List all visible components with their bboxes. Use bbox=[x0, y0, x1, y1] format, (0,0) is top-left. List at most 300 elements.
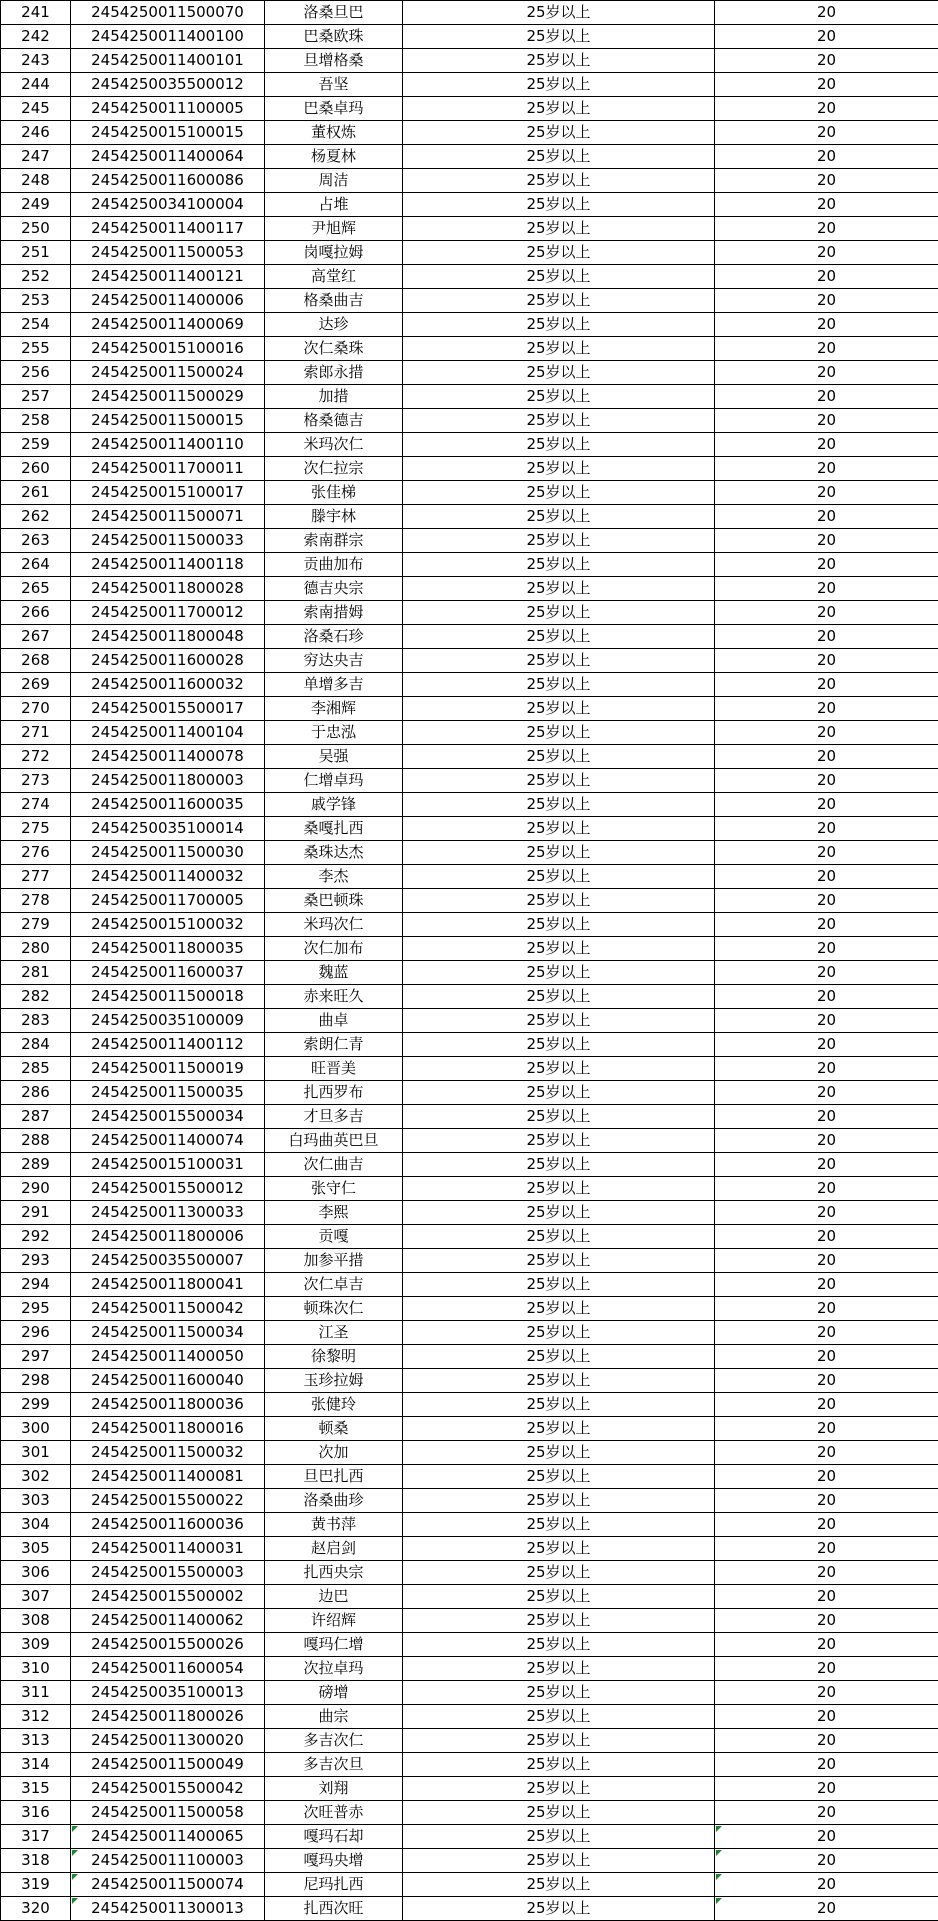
name-cell: 桑珠达杰 bbox=[265, 841, 403, 865]
name-cell: 赵启剑 bbox=[265, 1537, 403, 1561]
name-cell: 徐黎明 bbox=[265, 1345, 403, 1369]
row-number-cell: 297 bbox=[1, 1345, 71, 1369]
score-cell: 20 bbox=[715, 169, 938, 193]
table-row bbox=[1, 1393, 938, 1417]
candidate-id-cell: 2454250015500003 bbox=[71, 1561, 265, 1585]
name-cell: 达珍 bbox=[265, 313, 403, 337]
score-cell: 20 bbox=[715, 1369, 938, 1393]
table-row bbox=[1, 1633, 938, 1657]
score-cell: 20 bbox=[715, 1753, 938, 1777]
score-cell: 20 bbox=[715, 1153, 938, 1177]
table-row bbox=[1, 1849, 938, 1873]
age-group-cell: 25岁以上 bbox=[403, 1849, 715, 1873]
row-number-cell: 246 bbox=[1, 121, 71, 145]
candidate-id-cell: 2454250011800026 bbox=[71, 1705, 265, 1729]
name-cell: 玉珍拉姆 bbox=[265, 1369, 403, 1393]
age-group-cell: 25岁以上 bbox=[403, 1273, 715, 1297]
age-group-cell: 25岁以上 bbox=[403, 1441, 715, 1465]
name-cell: 曲宗 bbox=[265, 1705, 403, 1729]
row-number-cell: 304 bbox=[1, 1513, 71, 1537]
age-group-cell: 25岁以上 bbox=[403, 865, 715, 889]
candidate-id-cell: 2454250011800028 bbox=[71, 577, 265, 601]
candidate-id-cell: 2454250015500017 bbox=[71, 697, 265, 721]
age-group-cell: 25岁以上 bbox=[403, 1393, 715, 1417]
name-cell: 才旦多吉 bbox=[265, 1105, 403, 1129]
age-group-cell: 25岁以上 bbox=[403, 937, 715, 961]
table-row bbox=[1, 1, 938, 25]
table-row bbox=[1, 1345, 938, 1369]
age-group-cell: 25岁以上 bbox=[403, 1561, 715, 1585]
table-row bbox=[1, 97, 938, 121]
candidate-id-cell: 2454250011700011 bbox=[71, 457, 265, 481]
table-row bbox=[1, 409, 938, 433]
score-cell: 20 bbox=[715, 1777, 938, 1801]
age-group-cell: 25岁以上 bbox=[403, 745, 715, 769]
table-row bbox=[1, 1705, 938, 1729]
candidate-id-cell: 2454250011600035 bbox=[71, 793, 265, 817]
candidate-id-cell: 2454250011600037 bbox=[71, 961, 265, 985]
candidate-id-cell: 2454250015100017 bbox=[71, 481, 265, 505]
row-number-cell: 317 bbox=[1, 1825, 71, 1849]
name-cell: 索南群宗 bbox=[265, 529, 403, 553]
score-cell: 20 bbox=[715, 1081, 938, 1105]
score-cell: 20 bbox=[715, 1177, 938, 1201]
row-number-cell: 260 bbox=[1, 457, 71, 481]
table-row bbox=[1, 169, 938, 193]
row-number-cell: 300 bbox=[1, 1417, 71, 1441]
candidate-id-cell: 2454250011500019 bbox=[71, 1057, 265, 1081]
table-row bbox=[1, 1753, 938, 1777]
age-group-cell: 25岁以上 bbox=[403, 1009, 715, 1033]
table-row bbox=[1, 1729, 938, 1753]
age-group-cell: 25岁以上 bbox=[403, 1249, 715, 1273]
score-cell: 20 bbox=[715, 385, 938, 409]
candidate-id-cell: 2454250011400117 bbox=[71, 217, 265, 241]
row-number-cell: 261 bbox=[1, 481, 71, 505]
age-group-cell: 25岁以上 bbox=[403, 193, 715, 217]
candidate-id-cell: 2454250011400101 bbox=[71, 49, 265, 73]
name-cell: 董权炼 bbox=[265, 121, 403, 145]
score-cell: 20 bbox=[715, 337, 938, 361]
candidate-id-cell: 2454250011500071 bbox=[71, 505, 265, 529]
row-number-cell: 263 bbox=[1, 529, 71, 553]
candidate-id-cell: 2454250011400100 bbox=[71, 25, 265, 49]
score-cell: 20 bbox=[715, 1, 938, 25]
candidate-id-cell: 2454250011400006 bbox=[71, 289, 265, 313]
score-cell: 20 bbox=[715, 361, 938, 385]
age-group-cell: 25岁以上 bbox=[403, 1801, 715, 1825]
score-cell: 20 bbox=[715, 433, 938, 457]
table-row bbox=[1, 841, 938, 865]
name-cell: 戚学锋 bbox=[265, 793, 403, 817]
table-row bbox=[1, 1081, 938, 1105]
table-row bbox=[1, 433, 938, 457]
age-group-cell: 25岁以上 bbox=[403, 25, 715, 49]
age-group-cell: 25岁以上 bbox=[403, 673, 715, 697]
name-cell: 次仁卓吉 bbox=[265, 1273, 403, 1297]
candidate-id-cell: 2454250011600028 bbox=[71, 649, 265, 673]
table-row bbox=[1, 241, 938, 265]
score-cell: 20 bbox=[715, 1201, 938, 1225]
table-row bbox=[1, 25, 938, 49]
age-group-cell: 25岁以上 bbox=[403, 1225, 715, 1249]
row-number-cell: 283 bbox=[1, 1009, 71, 1033]
age-group-cell: 25岁以上 bbox=[403, 1897, 715, 1921]
table-row bbox=[1, 1561, 938, 1585]
candidate-id-cell: 2454250011500070 bbox=[71, 1, 265, 25]
row-number-cell: 302 bbox=[1, 1465, 71, 1489]
age-group-cell: 25岁以上 bbox=[403, 649, 715, 673]
score-cell: 20 bbox=[715, 1825, 938, 1849]
row-number-cell: 301 bbox=[1, 1441, 71, 1465]
row-number-cell: 314 bbox=[1, 1753, 71, 1777]
name-cell: 于忠泓 bbox=[265, 721, 403, 745]
table-row bbox=[1, 625, 938, 649]
score-cell: 20 bbox=[715, 1873, 938, 1897]
age-group-cell: 25岁以上 bbox=[403, 1825, 715, 1849]
score-cell: 20 bbox=[715, 745, 938, 769]
name-cell: 李熙 bbox=[265, 1201, 403, 1225]
table-row bbox=[1, 649, 938, 673]
row-number-cell: 299 bbox=[1, 1393, 71, 1417]
name-cell: 顿桑 bbox=[265, 1417, 403, 1441]
name-cell: 张健玲 bbox=[265, 1393, 403, 1417]
candidate-id-cell: 2454250035100009 bbox=[71, 1009, 265, 1033]
name-cell: 扎西次旺 bbox=[265, 1897, 403, 1921]
candidate-id-cell: 2454250011400065 bbox=[71, 1825, 265, 1849]
name-cell: 许绍辉 bbox=[265, 1609, 403, 1633]
row-number-cell: 272 bbox=[1, 745, 71, 769]
score-cell: 20 bbox=[715, 1393, 938, 1417]
score-cell: 20 bbox=[715, 241, 938, 265]
candidate-id-cell: 2454250011500030 bbox=[71, 841, 265, 865]
row-number-cell: 315 bbox=[1, 1777, 71, 1801]
row-number-cell: 280 bbox=[1, 937, 71, 961]
table-row bbox=[1, 913, 938, 937]
age-group-cell: 25岁以上 bbox=[403, 1177, 715, 1201]
name-cell: 嘎玛央增 bbox=[265, 1849, 403, 1873]
age-group-cell: 25岁以上 bbox=[403, 73, 715, 97]
candidate-id-cell: 2454250011400032 bbox=[71, 865, 265, 889]
row-number-cell: 310 bbox=[1, 1657, 71, 1681]
row-number-cell: 243 bbox=[1, 49, 71, 73]
name-cell: 曲卓 bbox=[265, 1009, 403, 1033]
age-group-cell: 25岁以上 bbox=[403, 1705, 715, 1729]
candidate-id-cell: 2454250011500034 bbox=[71, 1321, 265, 1345]
name-cell: 刘翔 bbox=[265, 1777, 403, 1801]
table-row bbox=[1, 217, 938, 241]
score-cell: 20 bbox=[715, 481, 938, 505]
candidate-id-cell: 2454250011500015 bbox=[71, 409, 265, 433]
table-row bbox=[1, 601, 938, 625]
table-row bbox=[1, 1129, 938, 1153]
age-group-cell: 25岁以上 bbox=[403, 577, 715, 601]
row-number-cell: 258 bbox=[1, 409, 71, 433]
candidate-id-cell: 2454250011100005 bbox=[71, 97, 265, 121]
score-cell: 20 bbox=[715, 1105, 938, 1129]
age-group-cell: 25岁以上 bbox=[403, 385, 715, 409]
score-cell: 20 bbox=[715, 625, 938, 649]
row-number-cell: 268 bbox=[1, 649, 71, 673]
age-group-cell: 25岁以上 bbox=[403, 1777, 715, 1801]
table-row bbox=[1, 313, 938, 337]
row-number-cell: 278 bbox=[1, 889, 71, 913]
table-row bbox=[1, 745, 938, 769]
score-cell: 20 bbox=[715, 1345, 938, 1369]
age-group-cell: 25岁以上 bbox=[403, 49, 715, 73]
row-number-cell: 319 bbox=[1, 1873, 71, 1897]
score-cell: 20 bbox=[715, 793, 938, 817]
score-cell: 20 bbox=[715, 265, 938, 289]
age-group-cell: 25岁以上 bbox=[403, 1681, 715, 1705]
table-row bbox=[1, 1585, 938, 1609]
candidate-id-cell: 2454250011400074 bbox=[71, 1129, 265, 1153]
age-group-cell: 25岁以上 bbox=[403, 1369, 715, 1393]
candidate-id-cell: 2454250015100016 bbox=[71, 337, 265, 361]
name-cell: 尹旭辉 bbox=[265, 217, 403, 241]
candidate-id-cell: 2454250015500042 bbox=[71, 1777, 265, 1801]
score-cell: 20 bbox=[715, 1537, 938, 1561]
name-cell: 周洁 bbox=[265, 169, 403, 193]
age-group-cell: 25岁以上 bbox=[403, 1081, 715, 1105]
row-number-cell: 244 bbox=[1, 73, 71, 97]
table-row bbox=[1, 1369, 938, 1393]
name-cell: 扎西罗布 bbox=[265, 1081, 403, 1105]
score-cell: 20 bbox=[715, 1321, 938, 1345]
age-group-cell: 25岁以上 bbox=[403, 1753, 715, 1777]
score-cell: 20 bbox=[715, 1513, 938, 1537]
score-cell: 20 bbox=[715, 1417, 938, 1441]
row-number-cell: 288 bbox=[1, 1129, 71, 1153]
age-group-cell: 25岁以上 bbox=[403, 481, 715, 505]
row-number-cell: 292 bbox=[1, 1225, 71, 1249]
age-group-cell: 25岁以上 bbox=[403, 1105, 715, 1129]
candidate-id-cell: 2454250011400062 bbox=[71, 1609, 265, 1633]
candidate-id-cell: 2454250011400064 bbox=[71, 145, 265, 169]
age-group-cell: 25岁以上 bbox=[403, 313, 715, 337]
score-cell: 20 bbox=[715, 1033, 938, 1057]
row-number-cell: 267 bbox=[1, 625, 71, 649]
table-row bbox=[1, 817, 938, 841]
table-row bbox=[1, 769, 938, 793]
table-row bbox=[1, 1201, 938, 1225]
table-row bbox=[1, 1105, 938, 1129]
row-number-cell: 276 bbox=[1, 841, 71, 865]
age-group-cell: 25岁以上 bbox=[403, 1609, 715, 1633]
score-cell: 20 bbox=[715, 649, 938, 673]
candidate-id-cell: 2454250011500033 bbox=[71, 529, 265, 553]
score-cell: 20 bbox=[715, 1705, 938, 1729]
candidate-id-cell: 2454250011500032 bbox=[71, 1441, 265, 1465]
name-cell: 魏蓝 bbox=[265, 961, 403, 985]
table-row bbox=[1, 457, 938, 481]
age-group-cell: 25岁以上 bbox=[403, 1513, 715, 1537]
row-number-cell: 275 bbox=[1, 817, 71, 841]
row-number-cell: 303 bbox=[1, 1489, 71, 1513]
score-cell: 20 bbox=[715, 1729, 938, 1753]
table-row bbox=[1, 1273, 938, 1297]
age-group-cell: 25岁以上 bbox=[403, 601, 715, 625]
score-cell: 20 bbox=[715, 1225, 938, 1249]
score-cell: 20 bbox=[715, 697, 938, 721]
name-cell: 洛桑旦巴 bbox=[265, 1, 403, 25]
candidate-id-cell: 2454250034100004 bbox=[71, 193, 265, 217]
candidate-id-cell: 2454250011400104 bbox=[71, 721, 265, 745]
score-cell: 20 bbox=[715, 25, 938, 49]
candidate-id-cell: 2454250011800041 bbox=[71, 1273, 265, 1297]
name-cell: 格桑曲吉 bbox=[265, 289, 403, 313]
candidate-id-cell: 2454250035500012 bbox=[71, 73, 265, 97]
table-row bbox=[1, 961, 938, 985]
score-cell: 20 bbox=[715, 1681, 938, 1705]
table-row bbox=[1, 193, 938, 217]
candidate-id-cell: 2454250011400050 bbox=[71, 1345, 265, 1369]
candidate-id-cell: 2454250011500049 bbox=[71, 1753, 265, 1777]
row-number-cell: 247 bbox=[1, 145, 71, 169]
score-cell: 20 bbox=[715, 1465, 938, 1489]
name-cell: 黄书萍 bbox=[265, 1513, 403, 1537]
row-number-cell: 241 bbox=[1, 1, 71, 25]
name-cell: 贡嘎 bbox=[265, 1225, 403, 1249]
name-cell: 张佳梯 bbox=[265, 481, 403, 505]
row-number-cell: 316 bbox=[1, 1801, 71, 1825]
age-group-cell: 25岁以上 bbox=[403, 265, 715, 289]
score-cell: 20 bbox=[715, 1489, 938, 1513]
candidate-id-cell: 2454250011800035 bbox=[71, 937, 265, 961]
age-group-cell: 25岁以上 bbox=[403, 1465, 715, 1489]
score-cell: 20 bbox=[715, 145, 938, 169]
score-cell: 20 bbox=[715, 73, 938, 97]
table-row bbox=[1, 1297, 938, 1321]
table-row bbox=[1, 1321, 938, 1345]
table-row bbox=[1, 529, 938, 553]
candidate-id-cell: 2454250011800006 bbox=[71, 1225, 265, 1249]
row-number-cell: 290 bbox=[1, 1177, 71, 1201]
row-number-cell: 289 bbox=[1, 1153, 71, 1177]
score-cell: 20 bbox=[715, 313, 938, 337]
table-row bbox=[1, 1033, 938, 1057]
score-cell: 20 bbox=[715, 1897, 938, 1921]
name-cell: 单增多吉 bbox=[265, 673, 403, 697]
row-number-cell: 266 bbox=[1, 601, 71, 625]
age-group-cell: 25岁以上 bbox=[403, 1153, 715, 1177]
candidate-id-cell: 2454250011600054 bbox=[71, 1657, 265, 1681]
name-cell: 江圣 bbox=[265, 1321, 403, 1345]
table-row bbox=[1, 673, 938, 697]
name-cell: 高堂红 bbox=[265, 265, 403, 289]
row-number-cell: 255 bbox=[1, 337, 71, 361]
row-number-cell: 296 bbox=[1, 1321, 71, 1345]
age-group-cell: 25岁以上 bbox=[403, 793, 715, 817]
table-row bbox=[1, 577, 938, 601]
age-group-cell: 25岁以上 bbox=[403, 361, 715, 385]
name-cell: 穷达央吉 bbox=[265, 649, 403, 673]
score-cell: 20 bbox=[715, 529, 938, 553]
table-row bbox=[1, 985, 938, 1009]
table-row bbox=[1, 1897, 938, 1921]
candidate-id-cell: 2454250011400110 bbox=[71, 433, 265, 457]
age-group-cell: 25岁以上 bbox=[403, 433, 715, 457]
row-number-cell: 262 bbox=[1, 505, 71, 529]
score-cell: 20 bbox=[715, 1585, 938, 1609]
row-number-cell: 256 bbox=[1, 361, 71, 385]
table-row bbox=[1, 1441, 938, 1465]
age-group-cell: 25岁以上 bbox=[403, 1345, 715, 1369]
score-cell: 20 bbox=[715, 457, 938, 481]
name-cell: 嘎玛石却 bbox=[265, 1825, 403, 1849]
table-row bbox=[1, 1513, 938, 1537]
age-group-cell: 25岁以上 bbox=[403, 721, 715, 745]
score-cell: 20 bbox=[715, 217, 938, 241]
table-row bbox=[1, 145, 938, 169]
age-group-cell: 25岁以上 bbox=[403, 913, 715, 937]
row-number-cell: 273 bbox=[1, 769, 71, 793]
table-row bbox=[1, 481, 938, 505]
name-cell: 贡曲加布 bbox=[265, 553, 403, 577]
candidate-id-cell: 2454250011400069 bbox=[71, 313, 265, 337]
candidate-id-cell: 2454250011400081 bbox=[71, 1465, 265, 1489]
row-number-cell: 254 bbox=[1, 313, 71, 337]
score-cell: 20 bbox=[715, 1657, 938, 1681]
table-row bbox=[1, 337, 938, 361]
name-cell: 索郎永措 bbox=[265, 361, 403, 385]
table-row bbox=[1, 697, 938, 721]
score-cell: 20 bbox=[715, 505, 938, 529]
age-group-cell: 25岁以上 bbox=[403, 1489, 715, 1513]
candidate-id-cell: 2454250015500002 bbox=[71, 1585, 265, 1609]
name-cell: 顿珠次仁 bbox=[265, 1297, 403, 1321]
score-cell: 20 bbox=[715, 961, 938, 985]
row-number-cell: 274 bbox=[1, 793, 71, 817]
age-group-cell: 25岁以上 bbox=[403, 1201, 715, 1225]
table-row bbox=[1, 1057, 938, 1081]
candidate-id-cell: 2454250011600032 bbox=[71, 673, 265, 697]
candidate-id-cell: 2454250015100015 bbox=[71, 121, 265, 145]
name-cell: 次仁加布 bbox=[265, 937, 403, 961]
table-row bbox=[1, 1225, 938, 1249]
age-group-cell: 25岁以上 bbox=[403, 625, 715, 649]
age-group-cell: 25岁以上 bbox=[403, 889, 715, 913]
table-row bbox=[1, 1465, 938, 1489]
candidate-id-cell: 2454250011500042 bbox=[71, 1297, 265, 1321]
row-number-cell: 265 bbox=[1, 577, 71, 601]
name-cell: 旺晋美 bbox=[265, 1057, 403, 1081]
age-group-cell: 25岁以上 bbox=[403, 841, 715, 865]
name-cell: 次旺普赤 bbox=[265, 1801, 403, 1825]
score-cell: 20 bbox=[715, 49, 938, 73]
age-group-cell: 25岁以上 bbox=[403, 505, 715, 529]
table-row bbox=[1, 865, 938, 889]
candidate-id-cell: 2454250035100013 bbox=[71, 1681, 265, 1705]
table-row bbox=[1, 553, 938, 577]
name-cell: 次仁桑珠 bbox=[265, 337, 403, 361]
name-cell: 次拉卓玛 bbox=[265, 1657, 403, 1681]
table-row bbox=[1, 1153, 938, 1177]
candidate-id-cell: 2454250035500007 bbox=[71, 1249, 265, 1273]
row-number-cell: 293 bbox=[1, 1249, 71, 1273]
row-number-cell: 251 bbox=[1, 241, 71, 265]
age-group-cell: 25岁以上 bbox=[403, 1033, 715, 1057]
age-group-cell: 25岁以上 bbox=[403, 1057, 715, 1081]
score-cell: 20 bbox=[715, 889, 938, 913]
table-row bbox=[1, 1609, 938, 1633]
row-number-cell: 294 bbox=[1, 1273, 71, 1297]
score-cell: 20 bbox=[715, 1441, 938, 1465]
score-cell: 20 bbox=[715, 193, 938, 217]
row-number-cell: 295 bbox=[1, 1297, 71, 1321]
age-group-cell: 25岁以上 bbox=[403, 769, 715, 793]
age-group-cell: 25岁以上 bbox=[403, 1417, 715, 1441]
